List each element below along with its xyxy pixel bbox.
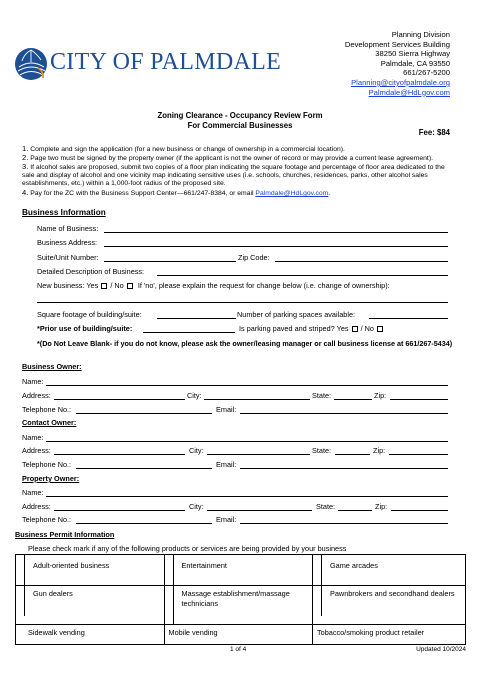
- service-label: Adult-oriented business: [24, 555, 164, 585]
- business-owner-zip-label: Zip:: [374, 391, 387, 400]
- property-owner-email-field[interactable]: [240, 523, 448, 524]
- new-business-no-checkbox[interactable]: [127, 283, 133, 289]
- service-checkbox[interactable]: [16, 555, 24, 585]
- service-cell[interactable]: [313, 586, 466, 625]
- contact-owner-email-field[interactable]: [240, 468, 448, 469]
- service-cell[interactable]: [313, 625, 466, 645]
- fee-label: Fee: $84: [418, 128, 450, 137]
- business-name-label: Name of Business:: [37, 224, 99, 233]
- business-owner-city-field[interactable]: [204, 399, 310, 400]
- table-row: [16, 555, 466, 586]
- service-label: Gun dealers: [24, 586, 164, 616]
- department-address: [345, 30, 450, 97]
- permit-info-instruction: Please check mark if any of the following products or services are being provided by your business: [28, 544, 347, 553]
- planning-email-link[interactable]: Planning@cityofpalmdale.org: [351, 77, 450, 87]
- business-owner-address-field[interactable]: [54, 399, 185, 400]
- business-owner-phone-field[interactable]: [76, 413, 212, 414]
- service-checkbox[interactable]: [165, 555, 173, 585]
- business-info-heading: Business Information: [22, 208, 106, 217]
- page-number: 1 of 4: [230, 646, 247, 653]
- contact-owner-email-label: Email:: [216, 460, 237, 469]
- property-owner-heading: Property Owner:: [22, 474, 80, 483]
- contact-owner-zip-label: Zip:: [373, 446, 386, 455]
- address-line: Development Services Building: [344, 39, 450, 49]
- business-owner-email-field[interactable]: [240, 413, 448, 414]
- service-checkbox[interactable]: [313, 555, 321, 585]
- square-footage-label: Square footage of building/suite:: [37, 310, 142, 319]
- contact-owner-phone-label: Telephone No.:: [22, 460, 72, 469]
- paved-no-checkbox[interactable]: [377, 326, 383, 332]
- new-business-yes-checkbox[interactable]: [101, 283, 107, 289]
- square-footage-field[interactable]: [157, 318, 236, 319]
- service-label: Pawnbrokers and secondhand dealers: [321, 586, 465, 616]
- business-description-field[interactable]: [157, 275, 448, 276]
- service-checkbox[interactable]: [165, 586, 173, 624]
- service-cell[interactable]: [313, 555, 466, 586]
- contact-owner-name-field[interactable]: [46, 441, 448, 442]
- property-owner-city-label: City:: [189, 502, 204, 511]
- service-label: Tobacco/smoking product retailer: [317, 628, 425, 637]
- permit-services-table: [15, 554, 466, 645]
- business-owner-email-label: Email:: [216, 405, 237, 414]
- service-cell[interactable]: [164, 586, 313, 625]
- service-checkbox[interactable]: [16, 586, 24, 616]
- hdl-email-link[interactable]: Palmdale@HdLgov.com: [255, 190, 329, 197]
- property-owner-state-field[interactable]: [338, 510, 372, 511]
- business-owner-address-label: Address:: [22, 391, 51, 400]
- table-row: [16, 586, 466, 625]
- contact-owner-state-label: State:: [312, 446, 332, 455]
- business-owner-phone-label: Telephone No.:: [22, 405, 72, 414]
- suite-number-label: Suite/Unit Number:: [37, 253, 99, 262]
- business-owner-state-field[interactable]: [334, 399, 372, 400]
- property-owner-email-label: Email:: [216, 515, 237, 524]
- service-cell[interactable]: [16, 586, 165, 625]
- property-owner-zip-label: Zip:: [375, 502, 388, 511]
- table-row: [16, 625, 466, 645]
- instruction-2: 2. Page two must be signed by the property owner (if the applicant is not the owner of record or may provide a current lease agreement).: [22, 153, 433, 162]
- hdl-email-link[interactable]: Palmdale@HdLgov.com: [368, 87, 450, 97]
- property-owner-name-field[interactable]: [46, 496, 448, 497]
- zip-code-label: Zip Code:: [238, 253, 270, 262]
- property-owner-name-label: Name:: [22, 488, 44, 497]
- instruction-1: 1. Complete and sign the application (for a new business or change of ownership in a commercial location).: [22, 144, 345, 153]
- instruction-3: 3. If alcohol sales are proposed, submit two copies of a floor plan indicating the square footage and percentage of floor area dedicated to the sale and display of alcohol and one vicinity map indicating sensitive uses (i.e. schools, churches, residences, parks, other alcohol sales establishments, etc.) within a 1,000-foot radius of the proposed site.: [22, 162, 445, 188]
- service-label: Game arcades: [321, 555, 465, 585]
- address-line: 661/267-5200: [403, 68, 450, 78]
- contact-owner-city-field[interactable]: [207, 454, 310, 455]
- property-owner-state-label: State:: [316, 502, 336, 511]
- business-owner-state-label: State:: [312, 391, 332, 400]
- updated-date: Updated 10/2024: [416, 646, 466, 653]
- contact-owner-address-field[interactable]: [54, 454, 185, 455]
- contact-owner-zip-field[interactable]: [389, 454, 448, 455]
- business-owner-name-label: Name:: [22, 377, 44, 386]
- contact-owner-heading: Contact Owner:: [22, 418, 77, 427]
- prior-use-label: *Prior use of building/suite:: [37, 324, 133, 333]
- property-owner-address-label: Address:: [22, 502, 51, 511]
- address-line: Planning Division: [391, 30, 450, 39]
- form-subtitle: For Commercial Businesses: [187, 120, 293, 130]
- business-owner-city-label: City:: [187, 391, 202, 400]
- business-owner-name-field[interactable]: [46, 385, 448, 386]
- service-cell[interactable]: [16, 555, 165, 586]
- zip-code-field[interactable]: [275, 261, 448, 262]
- suite-number-field[interactable]: [104, 261, 236, 262]
- contact-owner-phone-field[interactable]: [76, 468, 212, 469]
- instruction-4: 4. Pay for the ZC with the Business Support Center—661/247-8384, or email Palmdale@HdLgov.com.: [22, 188, 331, 197]
- property-owner-address-field[interactable]: [54, 510, 185, 511]
- form-title-block: [0, 111, 480, 130]
- logo-wordmark: CITY OF PALMDALE: [50, 49, 282, 75]
- business-description-label: Detailed Description of Business:: [37, 267, 145, 276]
- new-business-question: New business: Yes / No If 'no', please explain the request for change below (i.e. change of ownership):: [37, 281, 390, 290]
- contact-owner-address-label: Address:: [22, 446, 51, 455]
- business-address-field[interactable]: [104, 246, 448, 247]
- service-cell[interactable]: [16, 625, 165, 645]
- property-owner-phone-label: Telephone No.:: [22, 515, 72, 524]
- do-not-leave-blank-note: *(Do Not Leave Blank- if you do not know, please ask the owner/leasing manager or call business license at 661/267-5434): [37, 339, 453, 348]
- address-line: 38250 Sierra Highway: [375, 49, 450, 59]
- property-owner-city-field[interactable]: [207, 510, 312, 511]
- business-owner-heading: Business Owner:: [22, 362, 82, 371]
- property-owner-phone-field[interactable]: [76, 523, 212, 524]
- change-explanation-field[interactable]: [37, 302, 448, 303]
- service-cell[interactable]: [164, 555, 313, 586]
- service-cell[interactable]: [164, 625, 313, 645]
- address-line: Palmdale, CA 93550: [380, 58, 450, 68]
- prior-use-field[interactable]: [143, 332, 235, 333]
- contact-owner-city-label: City:: [189, 446, 204, 455]
- contact-owner-state-field[interactable]: [335, 454, 370, 455]
- palm-emblem-icon: [14, 44, 48, 84]
- business-address-label: Business Address:: [37, 238, 98, 247]
- parking-spaces-field[interactable]: [369, 318, 448, 319]
- parking-paved-question: Is parking paved and striped? Yes / No: [239, 324, 384, 333]
- service-label: Mobile vending: [168, 628, 218, 637]
- service-label: Sidewalk vending: [28, 628, 85, 637]
- service-label: Entertainment: [173, 555, 313, 585]
- permit-info-heading: Business Permit Information: [15, 530, 115, 539]
- paved-yes-checkbox[interactable]: [352, 326, 358, 332]
- contact-owner-name-label: Name:: [22, 433, 44, 442]
- property-owner-zip-field[interactable]: [391, 510, 448, 511]
- parking-spaces-label: Number of parking spaces available:: [237, 310, 356, 319]
- business-owner-zip-field[interactable]: [390, 399, 448, 400]
- form-title: Zoning Clearance - Occupancy Review Form: [157, 111, 323, 120]
- service-label: Massage establishment/massage technicians: [173, 586, 313, 624]
- service-checkbox[interactable]: [313, 586, 321, 616]
- business-name-field[interactable]: [104, 232, 448, 233]
